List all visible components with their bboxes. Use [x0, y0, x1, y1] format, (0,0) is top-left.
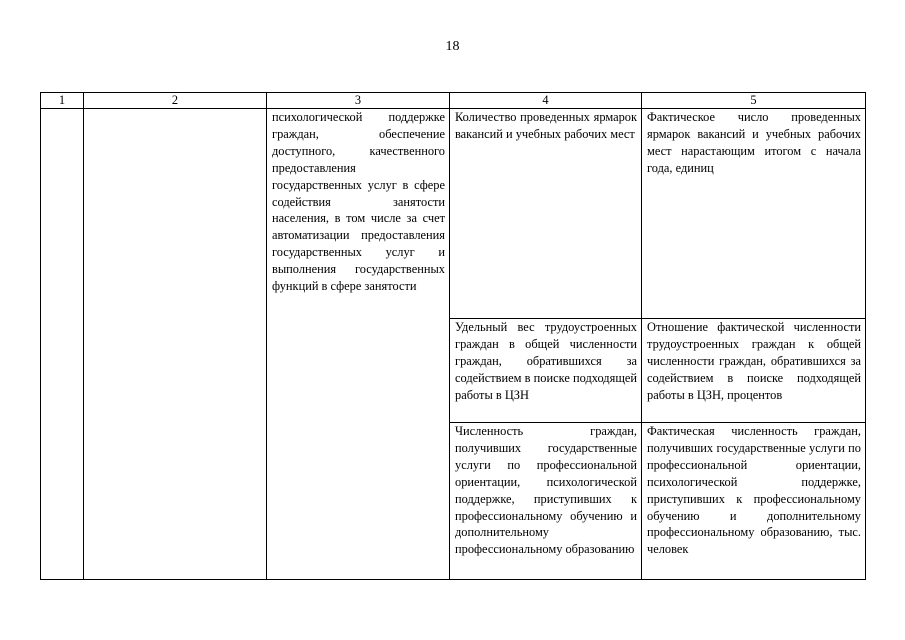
indicator-name-cell: Удельный вес трудоустроенных граждан в общей численности граждан, обратившихся за содействием в поиске подходящей работы в ЦЗН [450, 319, 642, 423]
indicator-definition-cell: Фактическая численность граждан, получивших государственные услуги по профессиональной ориентации, психологической поддержке, приступивших к профессиональному обучению и дополнительному профессиональному образованию, тыс. человек [642, 423, 866, 580]
indicator-name-cell: Количество проведенных ярмарок вакансий и учебных рабочих мест [450, 109, 642, 319]
indicators-table [40, 92, 866, 580]
indicator-definition-cell: Отношение фактической численности трудоустроенных граждан к общей численности граждан, обратившихся за содействием в поиске подходящей работы в ЦЗН, процентов [642, 319, 866, 423]
column-header: 3 [267, 93, 450, 109]
column-header: 1 [41, 93, 84, 109]
row-number-cell [41, 109, 84, 580]
table-row [41, 109, 866, 319]
program-name-cell [84, 109, 267, 580]
indicator-name-cell: Численность граждан, получивших государственные услуги по профессиональной ориентации, психологической поддержке, приступивших к профессиональному обучению и дополнительному профессиональному образованию [450, 423, 642, 580]
column-header: 5 [642, 93, 866, 109]
table-header-row [41, 93, 866, 109]
page-number: 18 [445, 39, 460, 54]
task-description-cell: психологической поддержке граждан, обеспечение доступного, качественного предоставления государственных услуг в сфере содействия занятости населения, в том числе за счет автоматизации предоставления государственных услуг и выполнения государственных функций в сфере занятости [267, 109, 450, 580]
indicator-definition-cell: Фактическое число проведенных ярмарок вакансий и учебных рабочих мест нарастающим итогом с начала года, единиц [642, 109, 866, 319]
column-header: 2 [84, 93, 267, 109]
column-header: 4 [450, 93, 642, 109]
